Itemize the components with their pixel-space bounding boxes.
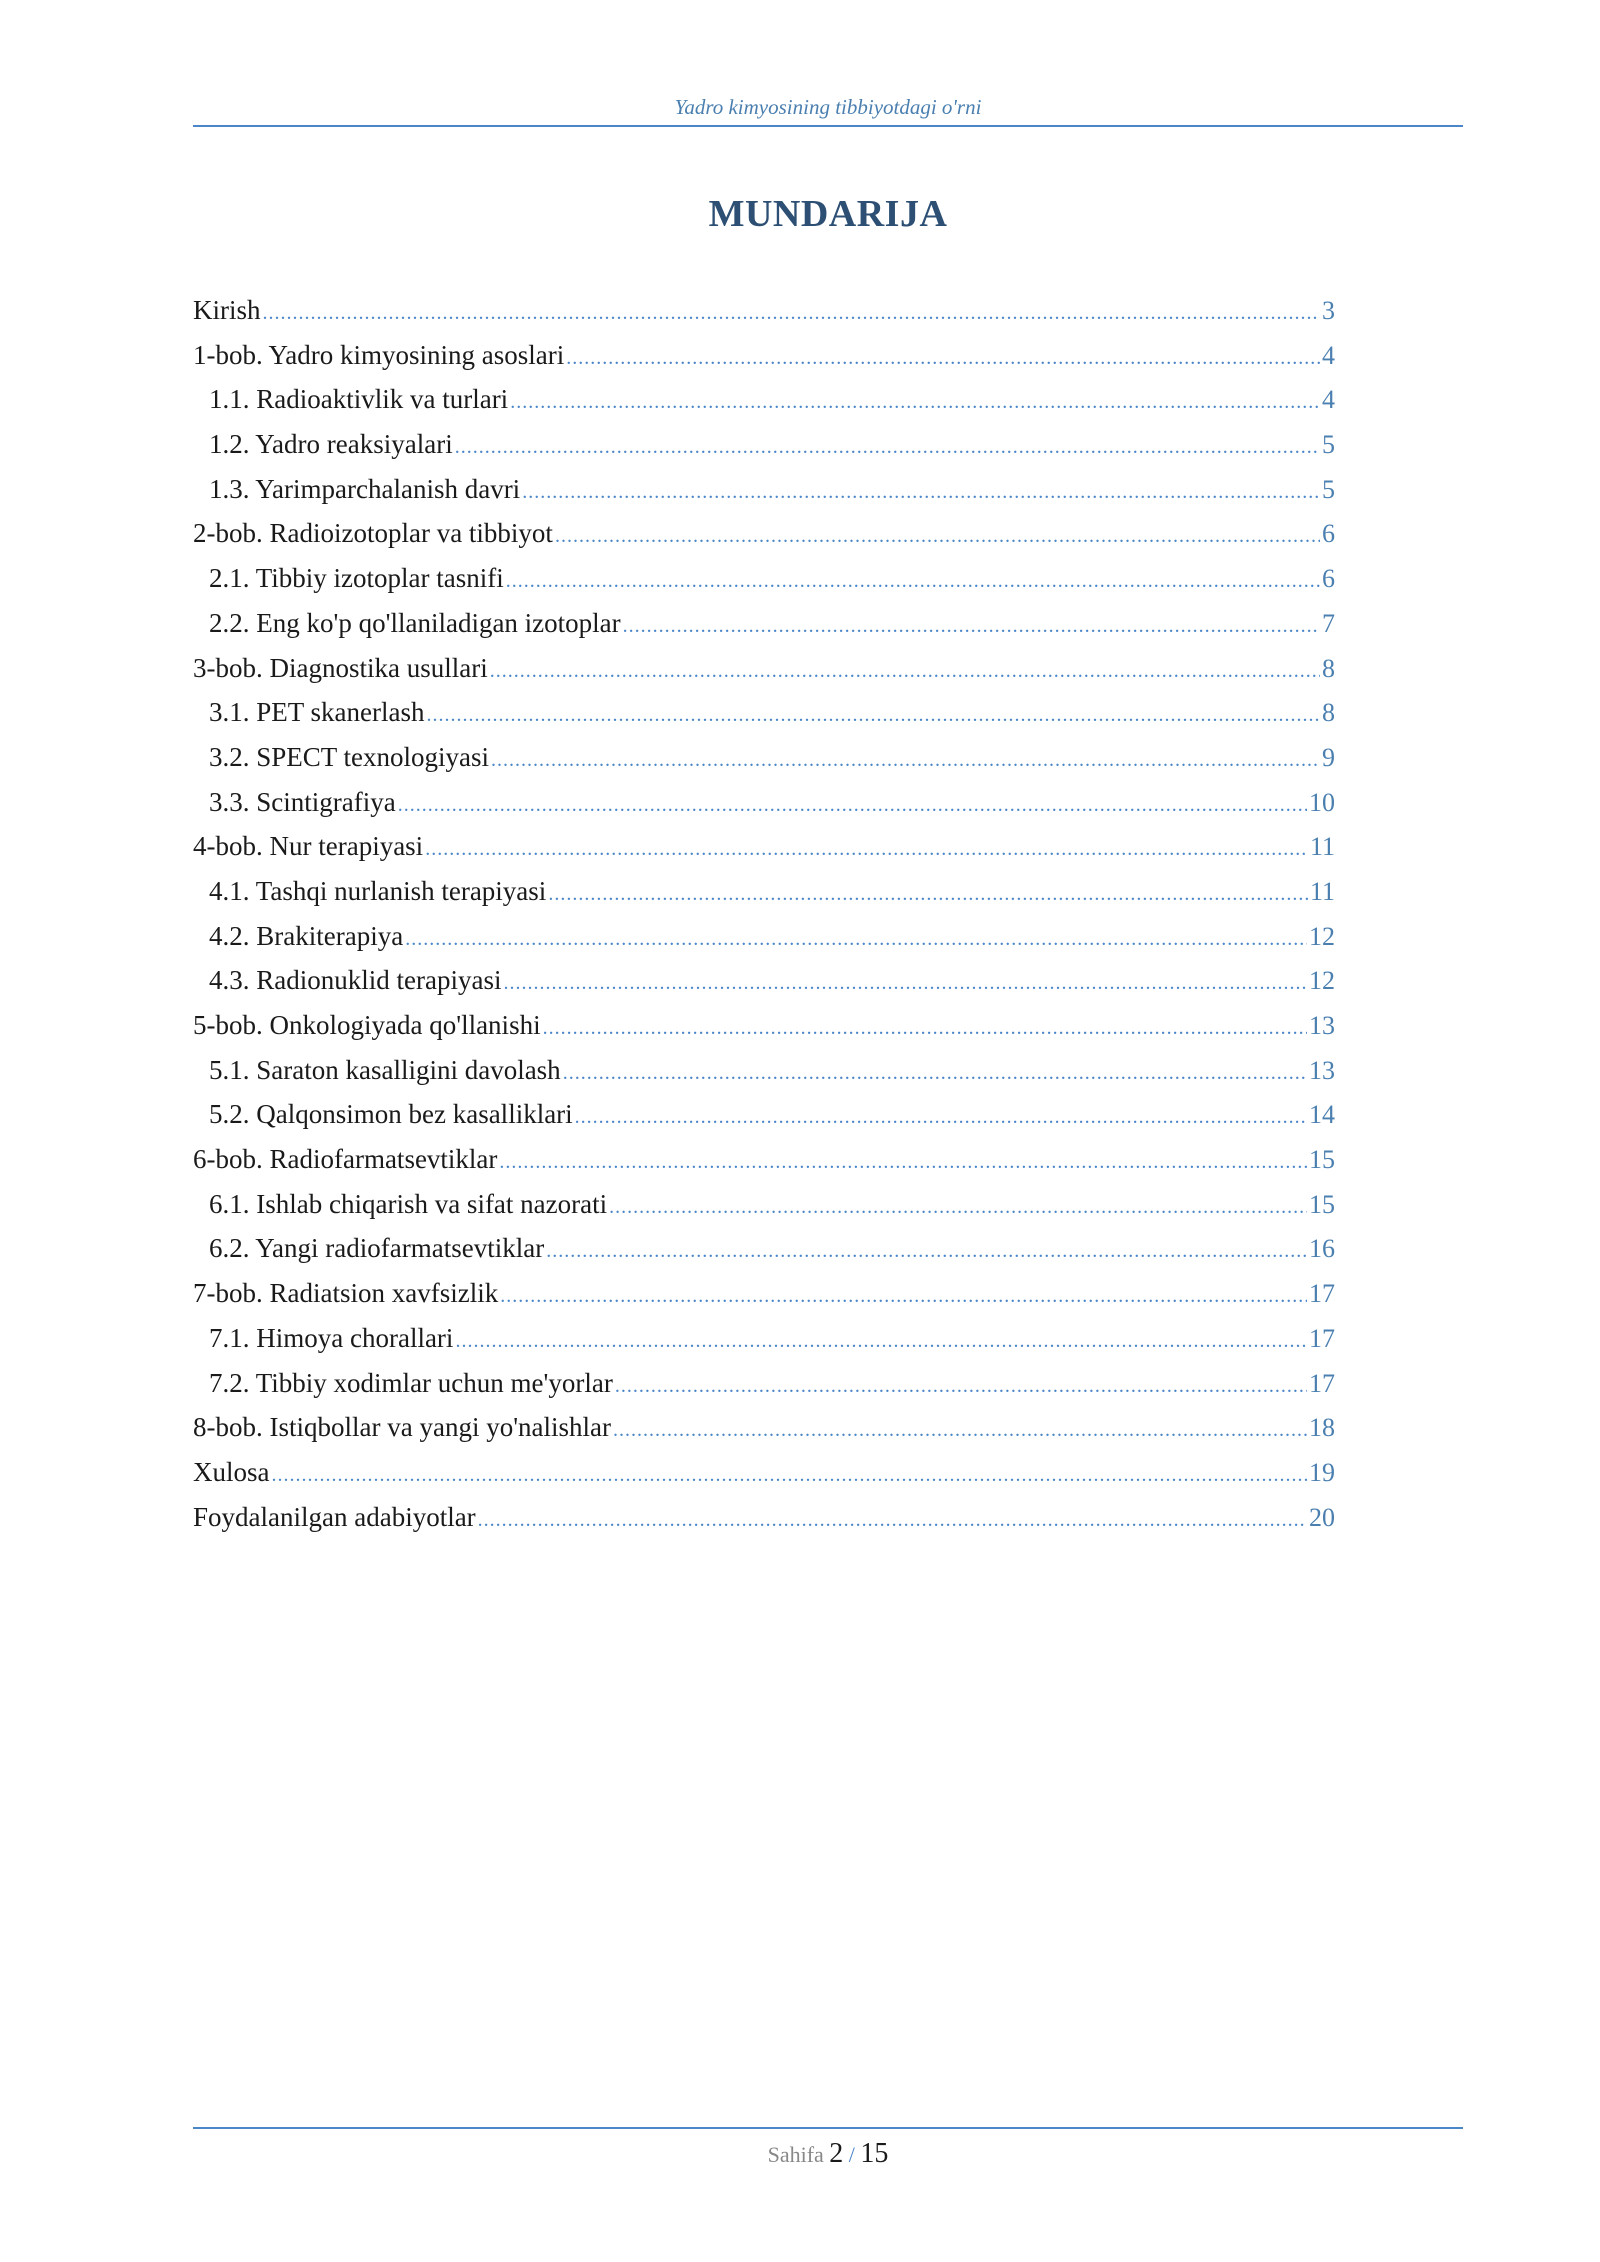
toc-dot-leader — [548, 872, 1308, 917]
toc-entry[interactable] — [193, 511, 1335, 556]
toc-entry-page: 17 — [1309, 1323, 1335, 1353]
toc-entry-page: 4 — [1322, 385, 1335, 415]
toc-entry[interactable] — [193, 1271, 1335, 1316]
toc-entry-page: 12 — [1309, 921, 1335, 951]
toc-entry-label: 1.2. Yadro reaksiyalari — [209, 429, 453, 460]
toc-entry-label: 3.1. PET skanerlash — [209, 697, 425, 728]
toc-entry[interactable] — [193, 690, 1335, 735]
toc-entry[interactable] — [193, 1003, 1335, 1048]
toc-entry-page: 17 — [1309, 1279, 1335, 1309]
toc-entry[interactable] — [193, 1495, 1335, 1540]
toc-entry-page: 13 — [1309, 1011, 1335, 1040]
toc-entry[interactable] — [193, 601, 1335, 646]
toc-dot-leader — [615, 1364, 1307, 1409]
toc-entry[interactable] — [193, 333, 1335, 378]
toc-entry-page: 6 — [1322, 519, 1335, 549]
toc-entry[interactable] — [193, 780, 1335, 825]
toc-entry-page: 11 — [1309, 832, 1335, 862]
toc-entry-label: 3.2. SPECT texnologiyasi — [209, 741, 490, 772]
footer-divider — [193, 2127, 1463, 2129]
toc-entry-label: 5.2. Qalqonsimon bez kasalliklari — [209, 1099, 573, 1130]
toc-entry[interactable] — [193, 1226, 1335, 1271]
toc-entry-label: 1-bob. Yadro kimyosining asoslari — [193, 339, 565, 370]
toc-entry[interactable] — [193, 958, 1335, 1003]
toc-entry-page: 4 — [1322, 340, 1335, 370]
toc-dot-leader — [500, 1274, 1307, 1319]
toc-entry-page: 17 — [1309, 1368, 1335, 1398]
toc-entry-page: 5 — [1322, 430, 1335, 460]
toc-dot-leader — [398, 783, 1307, 828]
toc-entry[interactable] — [193, 824, 1335, 869]
page-footer — [193, 2138, 1463, 2170]
toc-entry[interactable] — [193, 646, 1335, 691]
toc-dot-leader — [623, 604, 1320, 649]
toc-entry-label: 3-bob. Diagnostika usullari — [193, 652, 488, 683]
toc-entry-label: 4.3. Radionuklid terapiyasi — [209, 965, 502, 996]
toc-entry-label: 5.1. Saraton kasalligini davolash — [209, 1054, 561, 1085]
toc-entry-label: 5-bob. Onkologiyada qo'llanishi — [193, 1010, 541, 1040]
toc-dot-leader — [555, 514, 1320, 559]
toc-entry[interactable] — [193, 1182, 1335, 1227]
toc-entry-label: Xulosa — [193, 1456, 270, 1487]
toc-entry[interactable] — [193, 467, 1335, 512]
toc-entry-page: 3 — [1322, 296, 1335, 325]
toc-entry-label: 8-bob. Istiqbollar va yangi yo'nalishlar — [193, 1412, 612, 1443]
toc-entry-page: 11 — [1309, 876, 1335, 906]
toc-entry-page: 20 — [1309, 1502, 1335, 1532]
toc-entry-label: 1.3. Yarimparchalanish davri — [209, 473, 521, 504]
toc-entry[interactable] — [193, 422, 1335, 467]
current-page-number: 2 — [829, 2138, 844, 2169]
toc-dot-leader — [613, 1408, 1307, 1453]
toc-dot-leader — [426, 693, 1320, 738]
toc-dot-leader — [425, 827, 1308, 872]
toc-entry[interactable] — [193, 914, 1335, 959]
footer-label: Sahifa — [767, 2142, 824, 2167]
running-header: Yadro kimyosining tibbiyotdagi o'rni — [674, 95, 982, 119]
toc-entry[interactable] — [193, 1048, 1335, 1093]
toc-entry[interactable] — [193, 1092, 1335, 1137]
toc-entry-label: 6.2. Yangi radiofarmatsevtiklar — [209, 1233, 545, 1264]
toc-entry-page: 5 — [1322, 474, 1335, 504]
toc-entry-label: 4.2. Brakiterapiya — [209, 920, 404, 951]
toc-entry-page: 13 — [1309, 1055, 1335, 1085]
table-of-contents — [193, 288, 1335, 1539]
toc-dot-leader — [566, 336, 1320, 381]
toc-dot-leader — [575, 1095, 1307, 1140]
toc-entry-label: 4-bob. Nur terapiyasi — [193, 831, 424, 862]
toc-entry-page: 15 — [1309, 1145, 1335, 1175]
toc-dot-leader — [490, 649, 1320, 694]
toc-entry-label: 7.2. Tibbiy xodimlar uchun me'yorlar — [209, 1367, 613, 1398]
toc-entry-page: 16 — [1309, 1234, 1335, 1264]
toc-entry-label: 3.3. Scintigrafiya — [209, 786, 396, 817]
toc-entry-label: Kirish — [193, 295, 261, 325]
toc-entry-page: 18 — [1309, 1413, 1335, 1443]
toc-entry-label: 2.1. Tibbiy izotoplar tasnifi — [209, 563, 504, 594]
toc-dot-leader — [405, 917, 1307, 962]
toc-entry-page: 8 — [1322, 698, 1335, 728]
toc-dot-leader — [563, 1051, 1307, 1096]
toc-entry-page: 8 — [1322, 653, 1335, 683]
toc-entry[interactable] — [193, 735, 1335, 780]
toc-dot-leader — [503, 961, 1307, 1006]
toc-entry-page: 14 — [1309, 1100, 1335, 1130]
toc-entry-page: 7 — [1322, 608, 1335, 638]
toc-entry[interactable] — [193, 1361, 1335, 1406]
toc-dot-leader — [510, 380, 1320, 425]
toc-entry[interactable] — [193, 377, 1335, 422]
toc-entry-label: 1.1. Radioaktivlik va turlari — [209, 384, 509, 415]
toc-entry-page: 9 — [1322, 742, 1335, 772]
toc-entry-page: 10 — [1309, 787, 1335, 817]
toc-entry-page: 6 — [1322, 564, 1335, 594]
toc-dot-leader — [272, 1453, 1308, 1498]
toc-entry-label: 2.2. Eng ko'p qo'llaniladigan izotoplar — [209, 607, 621, 638]
toc-dot-leader — [491, 738, 1320, 783]
toc-dot-leader — [543, 1006, 1307, 1051]
toc-entry[interactable] — [193, 1405, 1335, 1450]
toc-dot-leader — [522, 470, 1320, 515]
page-title: MUNDARIJA — [708, 193, 948, 235]
toc-entry-page: 19 — [1309, 1457, 1335, 1487]
toc-dot-leader — [455, 1319, 1307, 1364]
toc-dot-leader — [546, 1229, 1307, 1274]
toc-entry-page: 15 — [1309, 1189, 1335, 1219]
toc-entry[interactable] — [193, 288, 1335, 333]
header-divider — [193, 125, 1463, 127]
toc-dot-leader — [506, 559, 1320, 604]
page-separator: / — [848, 2142, 855, 2167]
toc-dot-leader — [499, 1140, 1307, 1185]
toc-entry-label: 4.1. Tashqi nurlanish terapiyasi — [209, 875, 547, 906]
toc-entry-label: 2-bob. Radioizotoplar va tibbiyot — [193, 518, 553, 549]
toc-entry[interactable] — [193, 1137, 1335, 1182]
toc-entry[interactable] — [193, 1450, 1335, 1495]
toc-entry[interactable] — [193, 556, 1335, 601]
toc-entry[interactable] — [193, 869, 1335, 914]
toc-entry-label: 6.1. Ishlab chiqarish va sifat nazorati — [209, 1188, 608, 1219]
toc-entry-label: 7.1. Himoya chorallari — [209, 1322, 454, 1353]
toc-dot-leader — [455, 425, 1320, 470]
toc-entry-label: Foydalanilgan adabiyotlar — [193, 1501, 476, 1532]
total-pages: 15 — [860, 2138, 889, 2169]
toc-entry-page: 12 — [1309, 966, 1335, 996]
toc-dot-leader — [478, 1498, 1307, 1543]
toc-entry[interactable] — [193, 1316, 1335, 1361]
toc-entry-label: 7-bob. Radiatsion xavfsizlik — [193, 1278, 499, 1309]
toc-dot-leader — [609, 1185, 1307, 1230]
toc-entry-label: 6-bob. Radiofarmatsevtiklar — [193, 1144, 498, 1175]
toc-dot-leader — [263, 291, 1321, 336]
